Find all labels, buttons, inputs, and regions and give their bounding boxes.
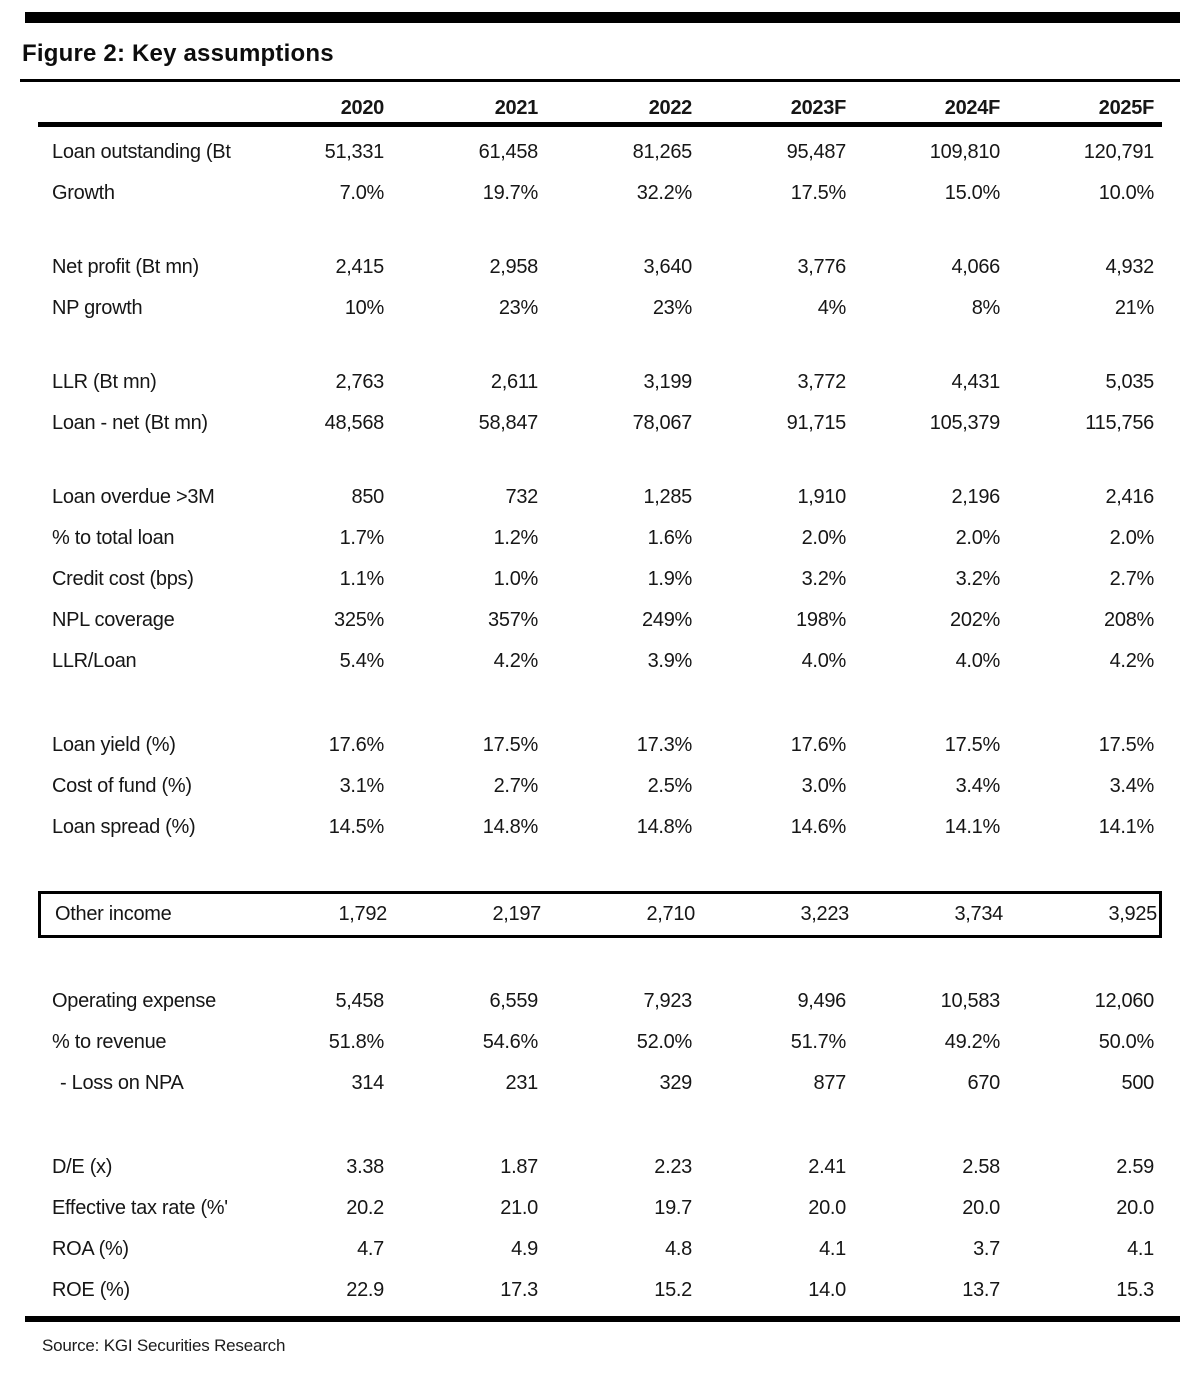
- cell-value: 51.8%: [328, 1031, 384, 1053]
- cell-value: 1.7%: [339, 527, 384, 549]
- header-year-cell: 2023F: [790, 97, 846, 119]
- cell-value: 17.6%: [790, 734, 846, 756]
- cell-value: 14.8%: [636, 816, 692, 838]
- cell-value: 4.7: [357, 1238, 384, 1260]
- cell-value: 4,431: [951, 371, 1000, 393]
- cell-value: 14.1%: [944, 816, 1000, 838]
- cell-value: 4%: [817, 297, 846, 319]
- cell-value: 314: [351, 1072, 384, 1094]
- row-label: LLR/Loan: [52, 650, 137, 672]
- cell-value: 2.41: [808, 1156, 846, 1178]
- cell-value: 4,932: [1105, 256, 1154, 278]
- cell-value: 2.0%: [1109, 527, 1154, 549]
- table-row: [38, 1270, 1162, 1311]
- cell-value: 120,791: [1083, 141, 1154, 163]
- cell-value: 14.8%: [482, 816, 538, 838]
- cell-value: 670: [967, 1072, 1000, 1094]
- cell-value: 1,910: [797, 486, 846, 508]
- cell-value: 1.2%: [493, 527, 538, 549]
- cell-value: 52.0%: [636, 1031, 692, 1053]
- key-assumptions-table: [38, 88, 1162, 1311]
- cell-value: 4.1: [819, 1238, 846, 1260]
- row-label: Other income: [55, 903, 172, 925]
- row-spacer: [38, 1104, 1162, 1147]
- cell-value: 3.38: [346, 1156, 384, 1178]
- cell-value: 2.59: [1116, 1156, 1154, 1178]
- cell-value: 78,067: [632, 412, 692, 434]
- row-spacer: [38, 848, 1162, 891]
- cell-value: 14.0: [808, 1279, 846, 1301]
- row-label: Cost of fund (%): [52, 775, 192, 797]
- row-label: NPL coverage: [52, 609, 175, 631]
- cell-value: 50.0%: [1098, 1031, 1154, 1053]
- cell-value: 3,772: [797, 371, 846, 393]
- cell-value: 208%: [1104, 609, 1154, 631]
- row-label: ROA (%): [52, 1238, 129, 1260]
- cell-value: 20.0: [808, 1197, 846, 1219]
- cell-value: 3.2%: [955, 568, 1000, 590]
- cell-value: 2,611: [490, 371, 538, 393]
- cell-value: 17.3%: [636, 734, 692, 756]
- table-header-row: [38, 88, 1162, 122]
- row-label: Operating expense: [52, 990, 216, 1012]
- cell-value: 2.23: [654, 1156, 692, 1178]
- cell-value: 81,265: [632, 141, 692, 163]
- cell-value: 20.0: [962, 1197, 1000, 1219]
- table-row: [38, 1147, 1162, 1188]
- cell-value: 23%: [498, 297, 538, 319]
- cell-value: 10%: [344, 297, 384, 319]
- cell-value: 20.0: [1116, 1197, 1154, 1219]
- cell-value: 12,060: [1094, 990, 1154, 1012]
- cell-value: 2,415: [335, 256, 384, 278]
- row-spacer: [38, 682, 1162, 725]
- row-label: NP growth: [52, 297, 143, 319]
- cell-value: 17.3: [500, 1279, 538, 1301]
- cell-value: 3.9%: [647, 650, 692, 672]
- table-row: [38, 247, 1162, 288]
- cell-value: 4.2%: [493, 650, 538, 672]
- table-row: [38, 1188, 1162, 1229]
- row-label: Net profit (Bt mn): [52, 256, 199, 278]
- row-label: Loan spread (%): [52, 816, 196, 838]
- cell-value: 14.6%: [790, 816, 846, 838]
- table-row: [38, 1022, 1162, 1063]
- cell-value: 1.1%: [339, 568, 384, 590]
- row-label: % to total loan: [52, 527, 175, 549]
- cell-value: 325%: [334, 609, 384, 631]
- row-label: Loan outstanding (Bt: [52, 141, 231, 163]
- cell-value: 3,734: [954, 903, 1003, 925]
- cell-value: 4,066: [951, 256, 1000, 278]
- cell-value: 2.7%: [1109, 568, 1154, 590]
- table-row: [38, 807, 1162, 848]
- cell-value: 3,776: [797, 256, 846, 278]
- cell-value: 1,285: [643, 486, 692, 508]
- cell-value: 17.5%: [482, 734, 538, 756]
- cell-value: 2,710: [646, 903, 695, 925]
- cell-value: 21%: [1114, 297, 1154, 319]
- cell-value: 21.0: [500, 1197, 538, 1219]
- table-row: [38, 600, 1162, 641]
- table-row: [38, 362, 1162, 403]
- cell-value: 8%: [971, 297, 1000, 319]
- table-row: [38, 981, 1162, 1022]
- row-spacer: [38, 329, 1162, 362]
- cell-value: 17.6%: [328, 734, 384, 756]
- cell-value: 202%: [950, 609, 1000, 631]
- header-year-cell: 2021: [494, 97, 538, 119]
- row-label: Effective tax rate (%': [52, 1197, 228, 1219]
- cell-value: 2,958: [489, 256, 538, 278]
- header-year-cell: 2020: [340, 97, 384, 119]
- cell-value: 15.0%: [944, 182, 1000, 204]
- row-label: Loan yield (%): [52, 734, 176, 756]
- cell-value: 5,458: [335, 990, 384, 1012]
- cell-value: 500: [1121, 1072, 1154, 1094]
- cell-value: 4.1: [1127, 1238, 1154, 1260]
- cell-value: 14.5%: [328, 816, 384, 838]
- cell-value: 3.1%: [339, 775, 384, 797]
- cell-value: 51,331: [324, 141, 384, 163]
- row-label: Growth: [52, 182, 115, 204]
- table-row-highlight-box: [38, 891, 1162, 938]
- row-label: - Loss on NPA: [60, 1072, 184, 1094]
- row-label: % to revenue: [52, 1031, 167, 1053]
- cell-value: 3.0%: [801, 775, 846, 797]
- cell-value: 95,487: [786, 141, 846, 163]
- cell-value: 2.58: [962, 1156, 1000, 1178]
- header-year-cell: 2024F: [944, 97, 1000, 119]
- top-divider-bar: [25, 12, 1180, 23]
- cell-value: 1.0%: [493, 568, 538, 590]
- cell-value: 3.7: [973, 1238, 1000, 1260]
- cell-value: 10.0%: [1098, 182, 1154, 204]
- cell-value: 9,496: [797, 990, 846, 1012]
- cell-value: 17.5%: [1098, 734, 1154, 756]
- cell-value: 2,196: [951, 486, 1000, 508]
- cell-value: 329: [659, 1072, 692, 1094]
- cell-value: 4.0%: [955, 650, 1000, 672]
- cell-value: 4.0%: [801, 650, 846, 672]
- cell-value: 54.6%: [482, 1031, 538, 1053]
- cell-value: 51.7%: [790, 1031, 846, 1053]
- cell-value: 15.2: [654, 1279, 692, 1301]
- row-label: Loan - net (Bt mn): [52, 412, 208, 434]
- cell-value: 249%: [642, 609, 692, 631]
- cell-value: 3.2%: [801, 568, 846, 590]
- cell-value: 2,416: [1105, 486, 1154, 508]
- cell-value: 357%: [488, 609, 538, 631]
- row-label: D/E (x): [52, 1156, 113, 1178]
- cell-value: 109,810: [929, 141, 1000, 163]
- cell-value: 23%: [652, 297, 692, 319]
- cell-value: 2,197: [492, 903, 541, 925]
- cell-value: 7,923: [643, 990, 692, 1012]
- cell-value: 1,792: [338, 903, 387, 925]
- cell-value: 2.7%: [493, 775, 538, 797]
- cell-value: 22.9: [346, 1279, 384, 1301]
- table-row: [38, 1063, 1162, 1104]
- row-label: Loan overdue >3M: [52, 486, 215, 508]
- cell-value: 5.4%: [339, 650, 384, 672]
- cell-value: 19.7%: [482, 182, 538, 204]
- table-row: [38, 559, 1162, 600]
- cell-value: 4.9: [511, 1238, 538, 1260]
- cell-value: 1.9%: [647, 568, 692, 590]
- cell-value: 15.3: [1116, 1279, 1154, 1301]
- header-year-cell: 2022: [648, 97, 692, 119]
- cell-value: 3,925: [1108, 903, 1157, 925]
- cell-value: 32.2%: [636, 182, 692, 204]
- cell-value: 5,035: [1105, 371, 1154, 393]
- cell-value: 19.7: [654, 1197, 692, 1219]
- cell-value: 4.2%: [1109, 650, 1154, 672]
- cell-value: 6,559: [489, 990, 538, 1012]
- cell-value: 49.2%: [944, 1031, 1000, 1053]
- cell-value: 3,223: [800, 903, 849, 925]
- cell-value: 198%: [796, 609, 846, 631]
- cell-value: 14.1%: [1098, 816, 1154, 838]
- cell-value: 48,568: [324, 412, 384, 434]
- cell-value: 58,847: [478, 412, 538, 434]
- table-row: [38, 518, 1162, 559]
- table-row: [38, 1229, 1162, 1270]
- header-label-cell: [38, 120, 238, 122]
- row-label: LLR (Bt mn): [52, 371, 157, 393]
- cell-value: 61,458: [478, 141, 538, 163]
- cell-value: 2.0%: [801, 527, 846, 549]
- table-row: [38, 173, 1162, 214]
- figure-title: Figure 2: Key assumptions: [22, 40, 334, 67]
- cell-value: 2.5%: [647, 775, 692, 797]
- cell-value: 105,379: [929, 412, 1000, 434]
- cell-value: 17.5%: [790, 182, 846, 204]
- cell-value: 10,583: [940, 990, 1000, 1012]
- cell-value: 17.5%: [944, 734, 1000, 756]
- table-row: [38, 725, 1162, 766]
- row-spacer: [38, 214, 1162, 247]
- table-row: [38, 477, 1162, 518]
- cell-value: 1.87: [500, 1156, 538, 1178]
- table-row: [38, 766, 1162, 807]
- table-row: [38, 641, 1162, 682]
- cell-value: 20.2: [346, 1197, 384, 1219]
- title-rule: [20, 79, 1180, 82]
- cell-value: 2,763: [335, 371, 384, 393]
- cell-value: 4.8: [665, 1238, 692, 1260]
- row-label: Credit cost (bps): [52, 568, 194, 590]
- cell-value: 7.0%: [339, 182, 384, 204]
- cell-value: 3.4%: [955, 775, 1000, 797]
- row-label: ROE (%): [52, 1279, 130, 1301]
- table-body: [38, 127, 1162, 1311]
- cell-value: 3.4%: [1109, 775, 1154, 797]
- cell-value: 732: [505, 486, 538, 508]
- table-row: [38, 288, 1162, 329]
- header-year-cell: 2025F: [1098, 97, 1154, 119]
- source-note: Source: KGI Securities Research: [42, 1336, 286, 1355]
- cell-value: 850: [351, 486, 384, 508]
- table-row: [38, 132, 1162, 173]
- cell-value: 877: [813, 1072, 846, 1094]
- cell-value: 2.0%: [955, 527, 1000, 549]
- row-spacer: [38, 938, 1162, 981]
- cell-value: 115,756: [1085, 412, 1154, 434]
- cell-value: 91,715: [786, 412, 846, 434]
- cell-value: 3,640: [643, 256, 692, 278]
- cell-value: 1.6%: [647, 527, 692, 549]
- cell-value: 13.7: [962, 1279, 1000, 1301]
- cell-value: 3,199: [643, 371, 692, 393]
- cell-value: 231: [505, 1072, 538, 1094]
- table-row: [38, 403, 1162, 444]
- row-spacer: [38, 444, 1162, 477]
- bottom-divider-bar: [25, 1316, 1180, 1322]
